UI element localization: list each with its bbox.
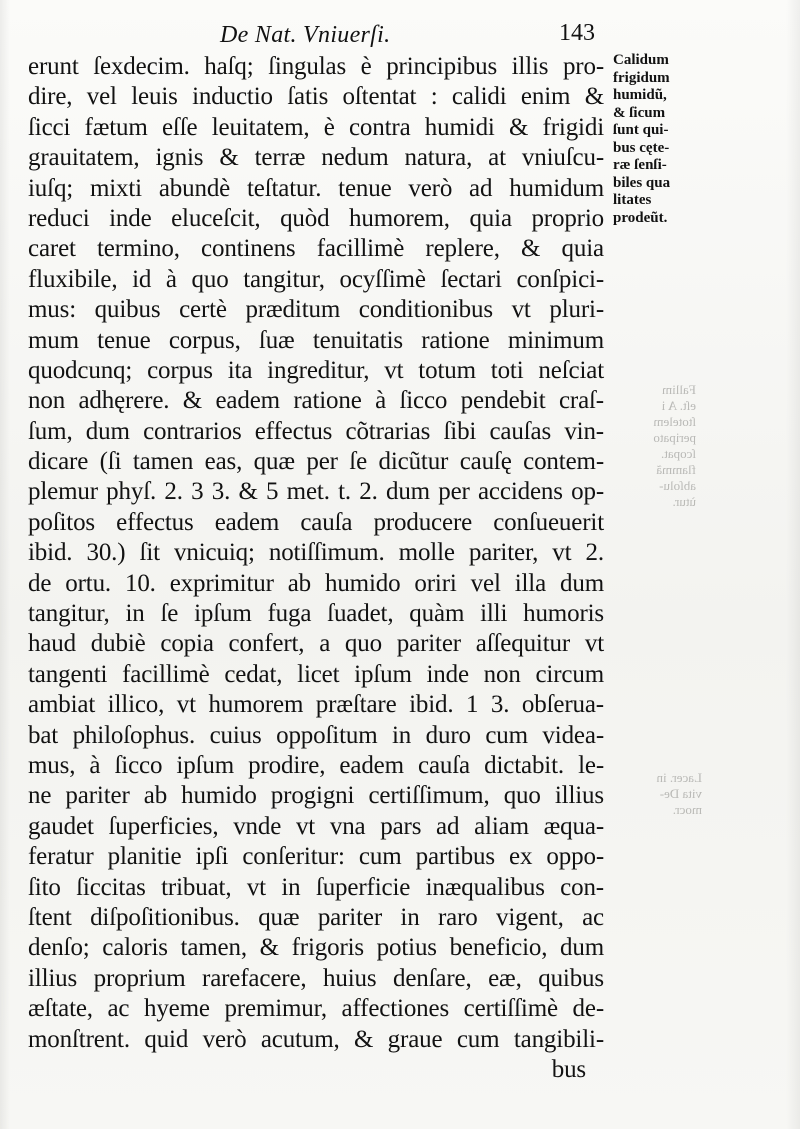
bleed-through-line: eſt. A i	[661, 398, 696, 413]
bleed-through-note	[606, 382, 696, 510]
bleed-through-note	[612, 770, 702, 818]
bleed-through-line: ſcopat.	[660, 446, 696, 461]
catchword: bus	[551, 1055, 586, 1083]
text-line: tangenti facillimè cedat, licet ipſum inde non circum	[28, 660, 604, 688]
text-line: denſo; caloris tamen, & frigoris potius beneficio, dum	[28, 934, 604, 962]
bleed-through-line: mocr.	[672, 802, 702, 817]
bleed-through-line: vita De-	[659, 786, 702, 801]
text-line: dire, vel leuis inductio ſatis oſtentat : calidi enim &	[28, 83, 604, 111]
text-line: poſitos effectus eadem cauſa producere conſueuerit	[28, 508, 604, 536]
text-line: ne pariter ab humido progigni certiſſimum, quo illius	[28, 782, 604, 810]
text-line: mus, à ſicco ipſum prodire, eadem cauſa dictabit. le-	[28, 751, 604, 779]
margin-note-line: humidũ,	[613, 87, 667, 103]
text-line: grauitatem, ignis & terræ nedum natura, at vniuſcu-	[28, 144, 604, 172]
margin-note-line: Calidum	[613, 52, 669, 68]
margin-note-line: bus cęte-	[613, 139, 670, 156]
text-line: de ortu. 10. exprimitur ab humido oriri vel illa dum	[28, 569, 604, 597]
text-line: feratur planitie ipſi conſeritur: cum partibus ex oppo-	[28, 843, 604, 871]
margin-note-line: litates	[613, 192, 652, 208]
bleed-through-line: flammã	[656, 462, 696, 477]
margin-note-line: frigidum	[613, 69, 670, 86]
text-line: erunt ſexdecim. haſq; ſingulas è principibus illis pro-	[28, 53, 604, 80]
text-line: ſito ſiccitas tribuat, vt in ſuperficie inæqualibus con-	[28, 873, 604, 901]
text-line: illius proprium rarefacere, huius denſare, eæ, quibus	[28, 964, 604, 992]
bleed-through-line: peripato	[653, 430, 696, 445]
text-line: iuſq; mixti abundè teſtatur. tenue verò ad humidum	[28, 174, 604, 202]
text-line: bat philoſophus. cuius oppoſitum in duro cum videa-	[28, 721, 604, 749]
bleed-through-line: abſolu-	[659, 478, 696, 493]
bleed-through-line: ſtotelem	[653, 414, 696, 429]
text-line: mus: quibus certè præditum conditionibus vt pluri-	[28, 296, 604, 324]
text-line: ſum, dum contrarios effectus cõtrarias ſibi cauſas vin-	[28, 417, 604, 445]
text-line: gaudet ſuperficies, vnde vt vna pars ad aliam æqua-	[28, 812, 604, 840]
margin-note-line: biles qua	[613, 174, 671, 191]
text-line: ſtent diſpoſitionibus. quæ pariter in raro vigent, ac	[28, 903, 604, 931]
text-line: caret termino, continens facillimè replere, & quia	[28, 235, 604, 263]
text-line: quodcunq; corpus ita ingreditur, vt totum toti neſciat	[28, 356, 604, 384]
text-line: ſicci fætum eſſe leuitatem, è contra humidi & frigidi	[28, 113, 604, 141]
text-line: non adhęrere. & eadem ratione à ſicco pendebit craſ-	[28, 387, 604, 415]
margin-note-line: ræ ſenſi-	[613, 157, 667, 173]
text-line: æſtate, ac hyeme premimur, affectiones certiſſimè de-	[28, 995, 604, 1023]
text-line: tangitur, in ſe ipſum fuga ſuadet, quàm illi humoris	[28, 600, 604, 628]
text-line: ibid. 30.) ſit vnicuiq; notiſſimum. molle pariter, vt 2.	[28, 539, 604, 567]
text-line: fluxibile, id à quo tangitur, ocyſſimè ſectari conſpici-	[28, 265, 604, 293]
margin-note	[613, 52, 701, 227]
text-line: ambiat illico, vt humorem præſtare ibid. 1 3. obſerua-	[28, 691, 604, 719]
text-line: monſtrent. quid verò acutum, & graue cum tangibili-	[28, 1025, 604, 1053]
text-line: mum tenue corpus, ſuæ tenuitatis ratione minimum	[28, 326, 604, 354]
text-line: plemur phyſ. 2. 3 3. & 5 met. t. 2. dum per accidens op-	[28, 478, 604, 506]
text-line: reduci inde eluceſcit, quòd humorem, quia proprio	[28, 204, 604, 232]
margin-note-line: & ſicum	[613, 104, 666, 121]
page-number: 143	[559, 20, 595, 46]
text-line: dicare (ſi tamen eas, quæ per ſe dicũtur cauſę contem-	[28, 448, 604, 476]
margin-note-line: ſunt qui-	[613, 122, 669, 138]
margin-note-line: prodeũt.	[613, 209, 668, 226]
page-edge-shadow-left	[0, 0, 10, 1129]
bleed-through-line: Lacer. in	[656, 770, 702, 785]
main-text-block	[28, 52, 604, 1085]
running-head: De Nat. Vniuerſi.	[220, 22, 391, 48]
bleed-through-line: ùtur.	[672, 494, 696, 509]
bleed-through-line: Fallim	[662, 382, 696, 397]
text-line: haud dubiè copia confert, a quo pariter aſſequitur vt	[28, 630, 604, 658]
page-edge-shadow-right	[786, 0, 800, 1129]
